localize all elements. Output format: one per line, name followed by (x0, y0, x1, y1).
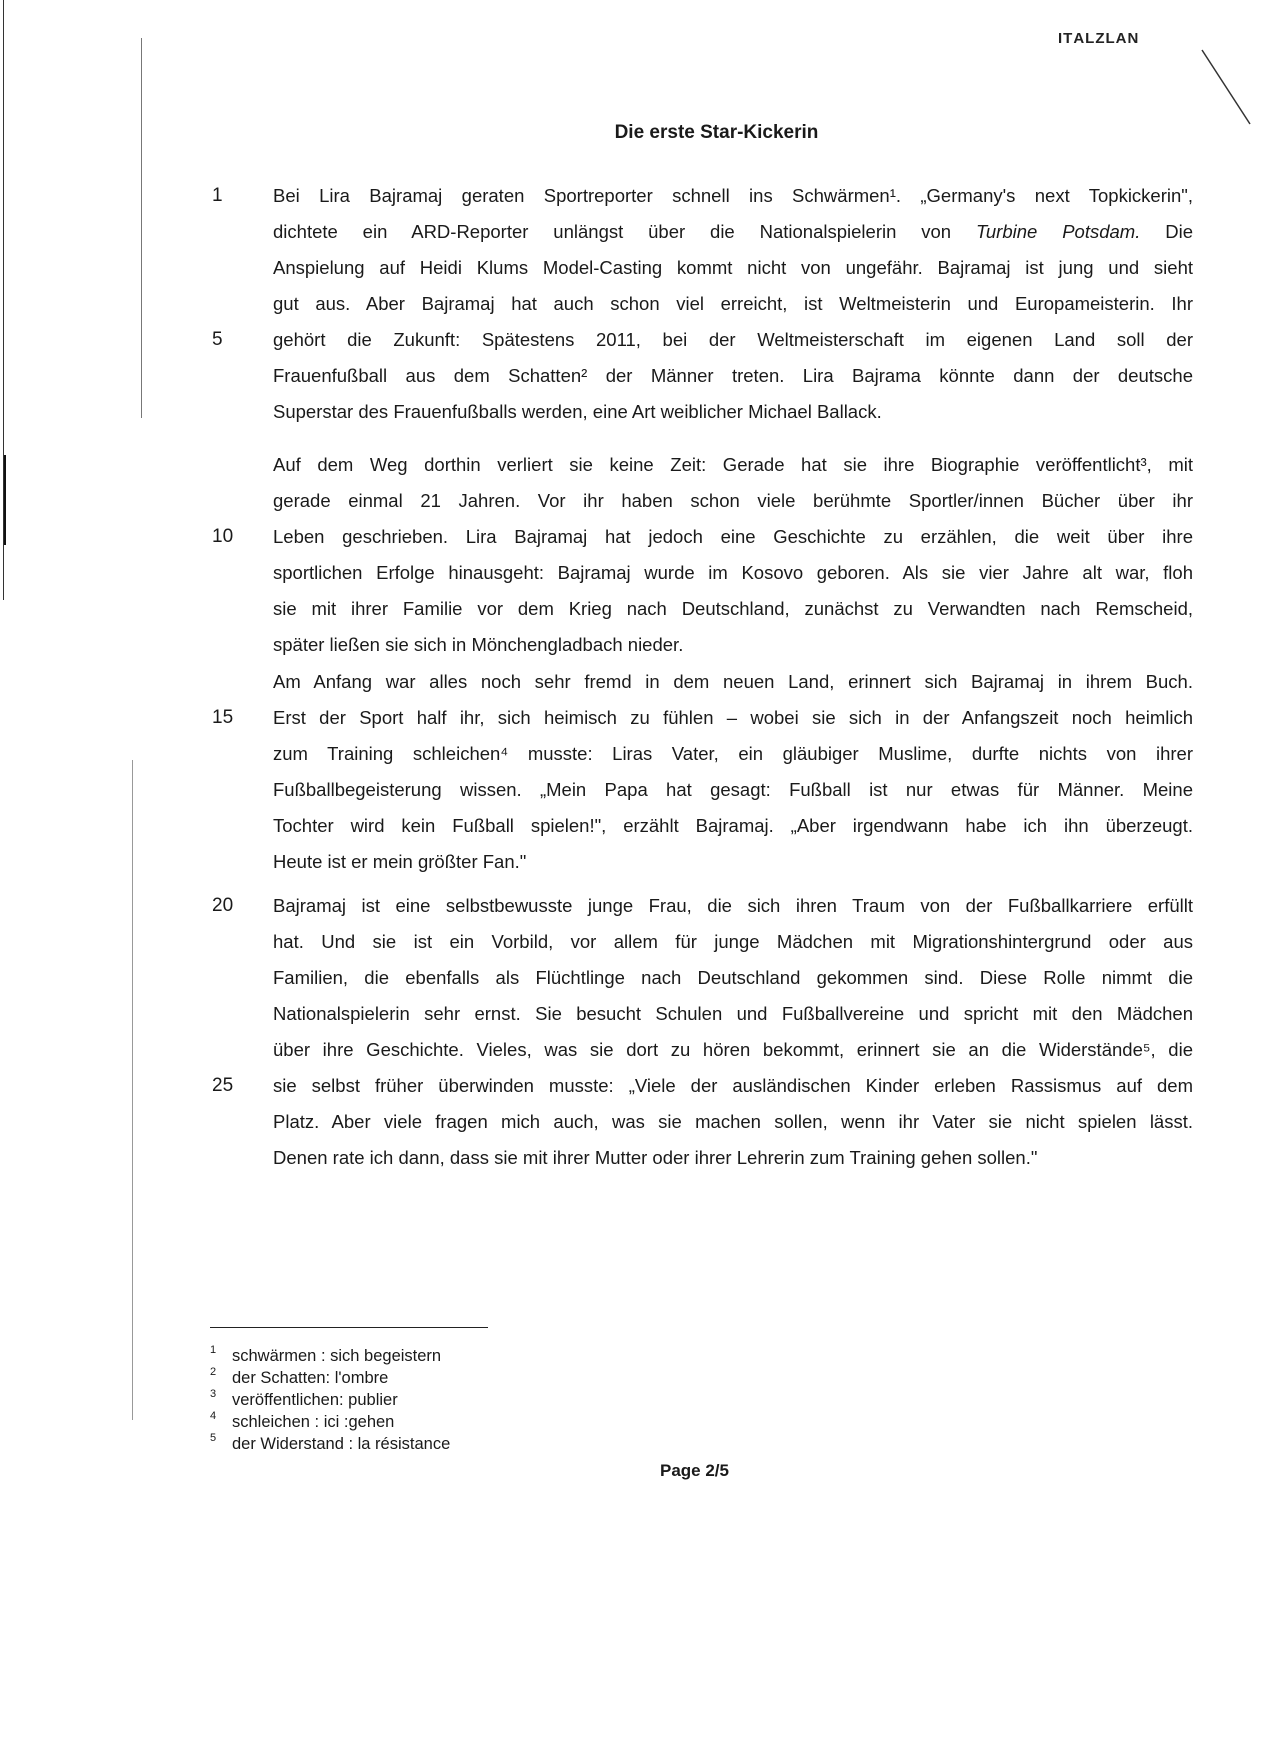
line-number: 15 (212, 707, 234, 728)
line-text: sportlichen Erfolge hinausgeht: Bajramaj wurde im Kosovo geboren. Als sie vier Jahre alt war, floh (273, 562, 1193, 583)
line-text: Auf dem Weg dorthin verliert sie keine Zeit: Gerade hat sie ihre Biographie veröffentlicht³, mit (273, 454, 1193, 475)
line-text: dichtete ein ARD-Reporter unlängst über die Nationalspielerin von Turbine Potsdam. Die (273, 221, 1193, 242)
text-line (0, 483, 1263, 519)
footnote-divider (210, 1327, 488, 1328)
text-line (0, 1140, 1263, 1176)
italic-club-name: Turbine Potsdam. (975, 221, 1141, 242)
text-line (0, 178, 1263, 214)
text-line (0, 772, 1263, 808)
text-line (0, 555, 1263, 591)
text-line (0, 1032, 1263, 1068)
line-text: zum Training schleichen⁴ musste: Liras Vater, ein gläubiger Muslime, durfte nichts von ihrer (273, 743, 1193, 764)
line-number: 5 (212, 329, 223, 350)
line-number: 20 (212, 895, 234, 916)
line-text: Am Anfang war alles noch sehr fremd in dem neuen Land, erinnert sich Bajramaj in ihrem Buch. (273, 671, 1193, 692)
line-text: Fußballbegeisterung wissen. „Mein Papa hat gesagt: Fußball ist nur etwas für Männer. Meine (273, 779, 1193, 800)
line-text: über ihre Geschichte. Vieles, was sie dort zu hören bekommt, erinnert sie an die Widerstände⁵, die (273, 1039, 1193, 1060)
footnote-mark: 4 (210, 1410, 217, 1422)
text-line (0, 358, 1263, 394)
line-text: Bajramaj ist eine selbstbewusste junge Frau, die sich ihren Traum von der Fußballkarriere erfüllt (273, 895, 1193, 916)
header-corner-text: IТALZLAN (1058, 30, 1140, 47)
text-line (0, 736, 1263, 772)
text-line (0, 924, 1263, 960)
page-number: Page 2/5 (660, 1461, 729, 1480)
text-line (0, 214, 1263, 250)
line-text: Platz. Aber viele fragen mich auch, was sie machen sollen, wenn ihr Vater sie nicht spielen lässt. (273, 1111, 1193, 1132)
text-line (0, 1104, 1263, 1140)
line-text: sie mit ihrer Familie vor dem Krieg nach Deutschland, zunächst zu Verwandten nach Remscheid, (273, 598, 1193, 619)
line-text: Heute ist er mein größter Fan." (273, 851, 527, 872)
footnote-text: veröffentlichen: publier (232, 1391, 398, 1409)
footnote-mark: 2 (210, 1366, 217, 1378)
line-number: 10 (212, 526, 234, 547)
text-line (0, 700, 1263, 736)
text-line (0, 888, 1263, 924)
line-text: Superstar des Frauenfußballs werden, eine Art weiblicher Michael Ballack. (273, 401, 882, 422)
text-line (0, 960, 1263, 996)
corner-fold-mark (1200, 48, 1255, 128)
line-text: Frauenfußball aus dem Schatten² der Männer treten. Lira Bajrama könnte dann der deutsche (273, 365, 1193, 386)
line-text: Bei Lira Bajramaj geraten Sportreporter schnell ins Schwärmen¹. „Germany's next Topkickerin", (273, 185, 1193, 206)
footnote-mark: 3 (210, 1388, 217, 1400)
text-line (0, 664, 1263, 700)
text-line (0, 322, 1263, 358)
line-text: später ließen sie sich in Mönchengladbach nieder. (273, 634, 684, 655)
line-text: gut aus. Aber Bajramaj hat auch schon viel erreicht, ist Weltmeisterin und Europameisterin. Ihr (273, 293, 1193, 314)
line-text: gehört die Zukunft: Spätestens 2011, bei der Weltmeisterschaft im eigenen Land soll der (273, 329, 1193, 350)
line-text: Anspielung auf Heidi Klums Model-Casting kommt nicht von ungefähr. Bajramaj ist jung und sieht (273, 257, 1193, 278)
page-title: Die erste Star-Kickerin (614, 122, 819, 143)
line-number: 1 (212, 185, 223, 206)
text-line (0, 808, 1263, 844)
footnote-mark: 5 (210, 1432, 217, 1444)
line-text: Nationalspielerin sehr ernst. Sie besucht Schulen und Fußballvereine und spricht mit den Mädchen (273, 1003, 1193, 1024)
text-line (0, 519, 1263, 555)
footnote-text: schleichen : ici :gehen (232, 1413, 395, 1431)
footnote-text: der Schatten: l'ombre (232, 1369, 389, 1387)
footnote-mark: 1 (210, 1344, 217, 1356)
text-line (0, 394, 1263, 430)
line-text: Leben geschrieben. Lira Bajramaj hat jedoch eine Geschichte zu erzählen, die weit über ihre (273, 526, 1193, 547)
text-line (0, 250, 1263, 286)
text-line (0, 591, 1263, 627)
text-line (0, 844, 1263, 880)
line-text: Tochter wird kein Fußball spielen!", erzählt Bajramaj. „Aber irgendwann habe ich ihn überzeugt. (273, 815, 1193, 836)
line-text: gerade einmal 21 Jahren. Vor ihr haben schon viele berühmte Sportler/innen Bücher über ihr (273, 490, 1193, 511)
text-line (0, 1068, 1263, 1104)
footnote-text: schwärmen : sich begeistern (232, 1347, 442, 1365)
line-text: Denen rate ich dann, dass sie mit ihrer Mutter oder ihrer Lehrerin zum Training gehen sollen." (273, 1147, 1038, 1168)
text-line (0, 447, 1263, 483)
text-line (0, 286, 1263, 322)
text-line (0, 996, 1263, 1032)
footnote-text: der Widerstand : la résistance (232, 1435, 451, 1453)
line-text: sie selbst früher überwinden musste: „Viele der ausländischen Kinder erleben Rassismus auf dem (273, 1075, 1193, 1096)
text-line (0, 627, 1263, 663)
line-number: 25 (212, 1075, 234, 1096)
line-text: Familien, die ebenfalls als Flüchtlinge nach Deutschland gekommen sind. Diese Rolle nimmt die (273, 967, 1193, 988)
line-text: Erst der Sport half ihr, sich heimisch zu fühlen – wobei sie sich in der Anfangszeit noch heimlich (273, 707, 1193, 728)
line-text: hat. Und sie ist ein Vorbild, vor allem für junge Mädchen mit Migrationshintergrund oder aus (273, 931, 1193, 952)
